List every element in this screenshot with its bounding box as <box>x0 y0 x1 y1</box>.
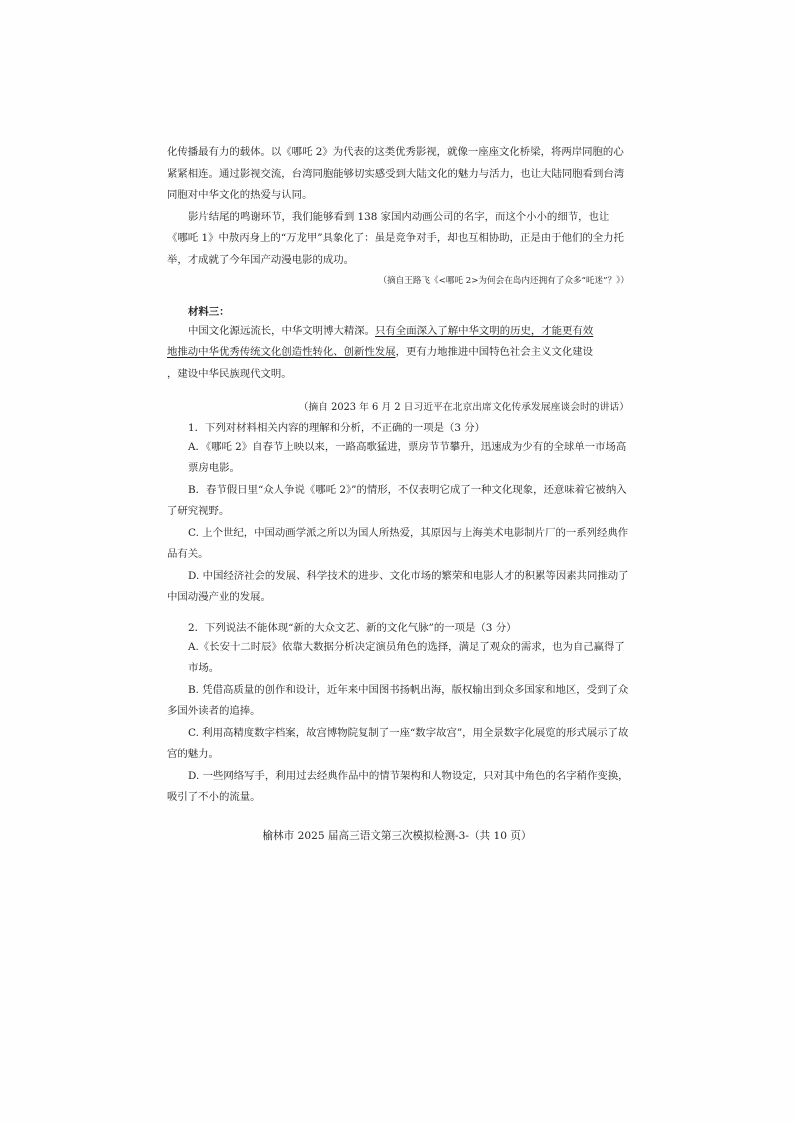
question-1-stem: 1．下列对材料相关内容的理解和分析，不正确的一项是（3 分） <box>188 421 486 434</box>
material3-line-1 <box>167 321 629 343</box>
page-content <box>167 142 629 809</box>
question-1-option-d: D. 中国经济社会的发展、科学技术的进步、文化市场的繁荣和电影人才的积累等因素共同推动了中国动漫产业的发展。 <box>167 569 629 603</box>
material2-paragraph-2: 影片结尾的鸣谢环节，我们能够看到 138 家国内动画公司的名字，而这个小小的细节，也让《哪吒 1》中敖丙身上的“万龙甲”具象化了：虽是竞争对手，却也互相协助，正是由于他们的全力托举，才成就了今年国产动漫电影的成功。 <box>167 210 624 266</box>
material3-underlined-text: 地推动中华优秀传统文化创造性转化、创新性发展 <box>167 346 396 358</box>
question-1-option-a: A．《哪吒 2》自春节上映以来，一路高歌猛进，票房节节攀升，迅速成为少有的全球单一市场高票房电影。 <box>188 440 627 474</box>
spacer <box>167 609 629 619</box>
material3-underlined-text: 只有全面深入了解中华文明的历史，才能更有效 <box>375 324 594 337</box>
material2-paragraph-1: 化传播最有力的载体。以《哪吒 2》为代表的这类优秀影视，就像一座座文化桥梁，将两岸同胞的心紧紧相连。通过影视交流，台湾同胞能够切实感受到大陆文化的魅力与活力，也让大陆同胞看到台湾同胞对中华文化的热爱与认同。 <box>167 146 625 201</box>
question-1-option-b: B．春节假日里“众人争说《哪吒 2》”的情形，不仅表明它成了一种文化现象，还意味着它被纳入了研究视野。 <box>167 483 627 517</box>
question-2-option-b: B. 凭借高质量的创作和设计，近年来中国图书扬帆出海，版权输出到众多国家和地区，受到了众多国外读者的追捧。 <box>167 683 629 717</box>
material2-source: （摘自王路飞《<哪吒 2>为何会在岛内还拥有了众多“吒迷”？》） <box>378 276 629 286</box>
page-footer: 榆林市 2025 届高三语文第三次模拟检测-3-（共 10 页） <box>262 830 532 842</box>
material3-heading: 材料三： <box>188 305 230 318</box>
material3-text: 中国文化源远流长，中华文明博大精深。 <box>188 324 376 337</box>
question-2-stem: 2．下列说法不能体现“新的大众文艺、新的文化气脉”的一项是（3 分） <box>188 621 517 634</box>
material3-source: （摘自 2023 年 6 月 2 日习近平在北京出席文化传承发展座谈会时的讲话） <box>298 402 629 413</box>
question-2-option-c: C. 利用高精度数字档案，故宫博物院复制了一座“数字故宫”，用全景数字化展览的形式展示了故宫的魅力。 <box>167 726 629 760</box>
material3-line-3: ，建设中华民族现代文明。 <box>167 367 292 380</box>
question-2-option-d: D. 一些网络写手，利用过去经典作品中的情节架构和人物设定，只对其中角色的名字稍作变换，吸引了不小的流量。 <box>167 769 629 803</box>
material3-body <box>167 321 629 386</box>
question-2-option-a: A.《长安十二时辰》依靠大数据分析决定演员角色的选择，满足了观众的需求，也为自己赢得了市场。 <box>188 640 625 674</box>
material3-line-2 <box>167 342 629 364</box>
material3-text: ，更有力地推进中国特色社会主义文化建设 <box>395 346 594 358</box>
question-1-option-c: C. 上个世纪，中国动画学派之所以为国人所热爱，其原因与上海美术电影制片厂的一系列经典作品有关。 <box>167 526 629 560</box>
